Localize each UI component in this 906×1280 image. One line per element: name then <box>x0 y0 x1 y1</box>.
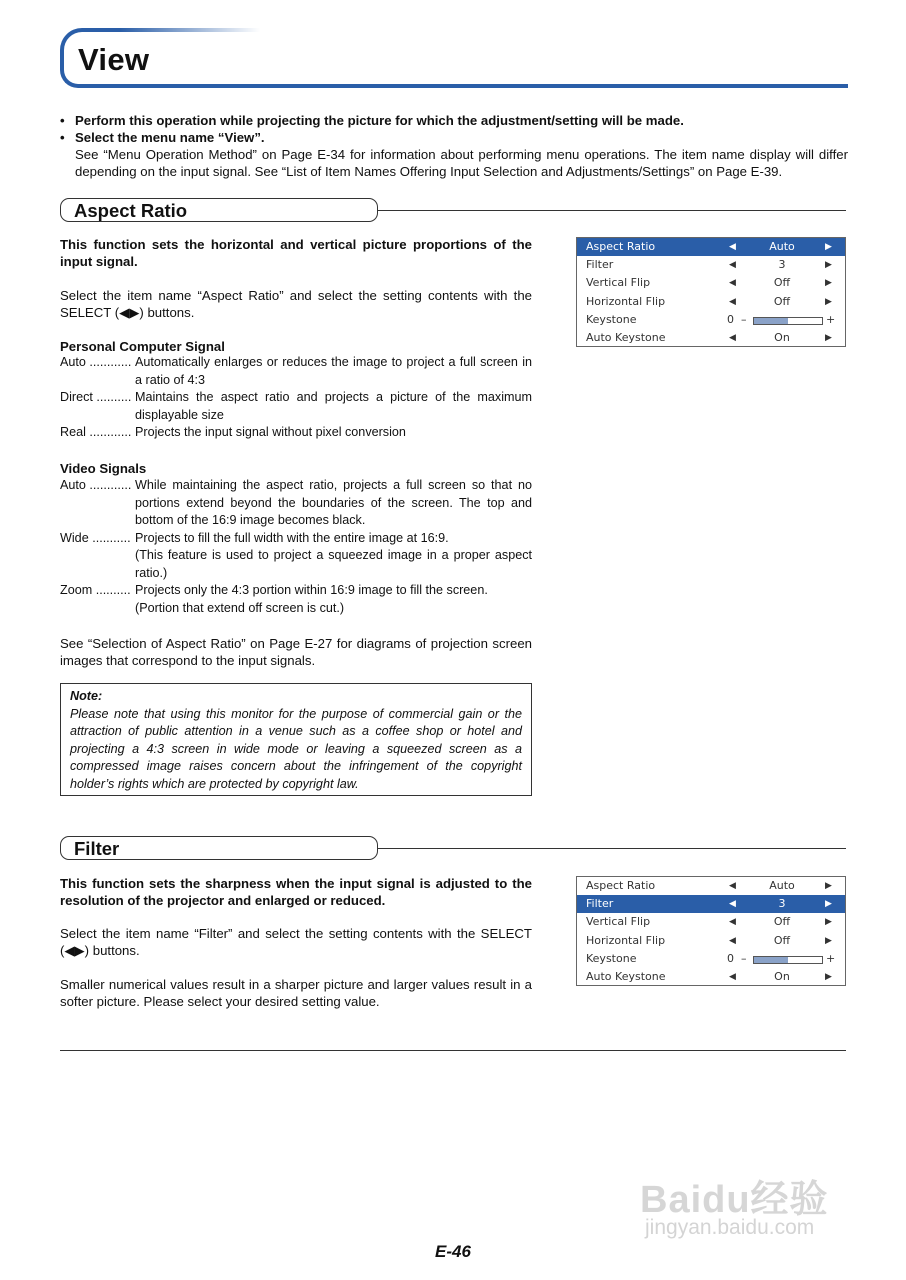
osd-menu-filter <box>576 876 846 986</box>
menu-row-value: Off <box>773 276 791 290</box>
def-term: Direct .......... <box>60 390 132 404</box>
menu-row-value: Off <box>773 915 791 929</box>
osd-menu-aspect <box>576 237 846 347</box>
intro <box>60 112 848 180</box>
def-desc: Projects the input signal without pixel conversion <box>135 425 406 439</box>
filter-instruction: Select the item name “Filter” and select the setting contents with the SELECT (◀▶) buttons. <box>60 926 532 958</box>
arrow-left-icon: ◀ <box>729 278 736 289</box>
arrow-right-icon: ▶ <box>825 881 832 891</box>
arrow-right-icon: ▶ <box>825 296 832 307</box>
video-signal-heading: Video Signals <box>60 461 147 476</box>
menu-row-label: Vertical Flip <box>586 915 651 929</box>
video-signal-list <box>60 477 532 617</box>
arrow-right-icon: ▶ <box>825 278 832 289</box>
arrow-left-icon: ◀ <box>729 881 736 891</box>
keystone-plus: + <box>826 951 836 965</box>
menu-row-value: 3 <box>778 258 786 272</box>
arrow-right-icon: ▶ <box>825 260 832 271</box>
arrow-right-icon: ▶ <box>825 899 832 910</box>
menu-row-label: Aspect Ratio <box>586 240 656 253</box>
menu-row-value: Auto <box>769 240 795 253</box>
video-def-zoom <box>60 582 532 617</box>
def-desc-extra: (Portion that extend off screen is cut.) <box>135 600 345 615</box>
def-term: Real ............ <box>60 425 132 439</box>
menu-row-vertical-flip[interactable] <box>577 913 845 931</box>
filter-lead: This function sets the sharpness when the input signal is adjusted to the resolution of the projector and enlarged or reduced. <box>60 876 532 908</box>
filter-paragraph: Smaller numerical values result in a sharper picture and larger values result in a softer picture. Please select your desired setting value. <box>60 977 532 1009</box>
footer-rule <box>60 1050 846 1051</box>
keystone-slider-fill <box>754 957 788 963</box>
intro-paragraph: See “Menu Operation Method” on Page E-34 for information about performing menu operations. The item name display will differ depending on the input signal. See “List of Item Names Offering Input Selection and Adjustments/Settings” on Page E-39. <box>75 147 848 179</box>
def-term: Auto ............ <box>60 355 132 369</box>
menu-row-label: Aspect Ratio <box>586 879 656 892</box>
menu-row-label: Horizontal Flip <box>586 294 666 308</box>
note-box <box>60 683 532 796</box>
page-title: View <box>78 42 150 77</box>
def-term: Zoom .......... <box>60 583 131 597</box>
menu-row-label: Auto Keystone <box>586 330 666 344</box>
note-heading: Note: <box>70 689 103 703</box>
menu-row-filter[interactable] <box>577 895 845 913</box>
def-desc: While maintaining the aspect ratio, projects a full screen so that no portions extend beyond the boundaries of the screen. The top and bottom of the 16:9 image becomes black. <box>135 478 532 527</box>
menu-row-auto-keystone[interactable] <box>577 329 845 347</box>
def-desc-main: Projects only the 4:3 portion within 16:9 image to fill the screen. <box>135 583 488 597</box>
menu-row-label: Filter <box>586 258 614 272</box>
arrow-left-icon: ◀ <box>729 296 736 307</box>
pc-signal-heading: Personal Computer Signal <box>60 339 225 354</box>
title-frame <box>60 28 848 88</box>
arrow-right-icon: ▶ <box>825 971 832 982</box>
intro-bullet-1: • Perform this operation while projecting the picture for which the adjustment/setting will be made. <box>60 112 848 129</box>
aspect-ratio-instruction: Select the item name “Aspect Ratio” and select the setting contents with the SELECT (◀▶) buttons. <box>60 288 532 320</box>
video-def-wide <box>60 530 532 583</box>
watermark-brand: Baidu经验 <box>640 1179 829 1221</box>
menu-row-value: Off <box>773 933 791 947</box>
arrow-left-icon: ◀ <box>729 917 736 928</box>
aspect-ratio-heading: Aspect Ratio <box>60 198 378 222</box>
arrow-left-icon: ◀ <box>729 935 736 946</box>
arrow-left-icon: ◀ <box>729 332 736 343</box>
pc-def-real <box>60 424 532 442</box>
menu-row-label: Vertical Flip <box>586 276 651 290</box>
aspect-ratio-see-also: See “Selection of Aspect Ratio” on Page E-27 for diagrams of projection screen images that correspond to the input signals. <box>60 636 532 668</box>
keystone-plus: + <box>826 312 836 326</box>
def-desc <box>135 582 532 617</box>
menu-row-value: On <box>774 330 790 344</box>
menu-row-label: Keystone <box>586 312 637 326</box>
menu-row-horizontal-flip[interactable] <box>577 932 845 950</box>
def-term: Auto ............ <box>60 478 132 492</box>
pc-def-direct <box>60 389 532 424</box>
keystone-zero: 0 <box>727 951 734 965</box>
menu-row-value: On <box>774 969 790 983</box>
menu-row-value: Off <box>773 294 791 308</box>
arrow-left-icon: ◀ <box>729 242 736 252</box>
filter-heading-rule <box>378 848 846 849</box>
keystone-slider[interactable] <box>753 317 823 325</box>
menu-row-aspect-ratio[interactable] <box>577 238 845 256</box>
arrow-right-icon: ▶ <box>825 242 832 252</box>
menu-row-value: Auto <box>769 879 795 892</box>
menu-row-label: Keystone <box>586 951 637 965</box>
aspect-ratio-lead: This function sets the horizontal and vertical picture proportions of the input signal. <box>60 237 532 269</box>
keystone-minus: – <box>741 951 747 965</box>
def-desc-main: Projects to fill the full width with the entire image at 16:9. <box>135 530 449 545</box>
arrow-right-icon: ▶ <box>825 935 832 946</box>
arrow-right-icon: ▶ <box>825 332 832 343</box>
def-desc <box>135 530 532 583</box>
menu-row-keystone[interactable] <box>577 950 845 968</box>
arrow-left-icon: ◀ <box>729 260 736 271</box>
keystone-minus: – <box>741 312 747 326</box>
aspect-ratio-heading-rule <box>378 210 846 211</box>
note-text: Please note that using this monitor for the purpose of commercial gain or the attraction of public attention in a venue such as a coffee shop or hotel and projecting a 4:3 screen in wide mode or leaving a squeezed screen as a compressed image raises concern about the infringement of the copyright holder’s rights which are protected by copyright law. <box>70 706 522 791</box>
def-desc: Maintains the aspect ratio and projects a picture of the maximum displayable size <box>135 390 532 422</box>
menu-row-horizontal-flip[interactable] <box>577 293 845 311</box>
keystone-slider-fill <box>754 318 788 324</box>
menu-row-label: Filter <box>586 897 614 911</box>
pc-signal-list <box>60 354 532 442</box>
menu-row-vertical-flip[interactable] <box>577 274 845 292</box>
arrow-right-icon: ▶ <box>825 917 832 928</box>
menu-row-label: Auto Keystone <box>586 969 666 983</box>
arrow-left-icon: ◀ <box>729 971 736 982</box>
menu-row-label: Horizontal Flip <box>586 933 666 947</box>
filter-heading: Filter <box>60 836 378 860</box>
keystone-zero: 0 <box>727 312 734 326</box>
intro-bullet-2: • Select the menu name “View”. <box>60 129 848 146</box>
pc-def-auto <box>60 354 532 389</box>
watermark-url: jingyan.baidu.com <box>645 1216 815 1239</box>
menu-row-keystone[interactable] <box>577 311 845 329</box>
video-def-auto <box>60 477 532 530</box>
menu-row-aspect-ratio[interactable] <box>577 877 845 895</box>
def-desc: Automatically enlarges or reduces the image to project a full screen in a ratio of 4:3 <box>135 355 532 387</box>
menu-row-auto-keystone[interactable] <box>577 968 845 986</box>
page-number: E-46 <box>435 1242 471 1261</box>
title-frame-cover <box>260 26 860 34</box>
keystone-slider[interactable] <box>753 956 823 964</box>
arrow-left-icon: ◀ <box>729 899 736 910</box>
menu-row-filter[interactable] <box>577 256 845 274</box>
title-frame-fade <box>120 28 260 32</box>
menu-row-value: 3 <box>778 897 786 911</box>
def-desc-extra: (This feature is used to project a squeezed image in a proper aspect ratio.) <box>135 548 532 580</box>
def-term: Wide ........... <box>60 530 131 545</box>
